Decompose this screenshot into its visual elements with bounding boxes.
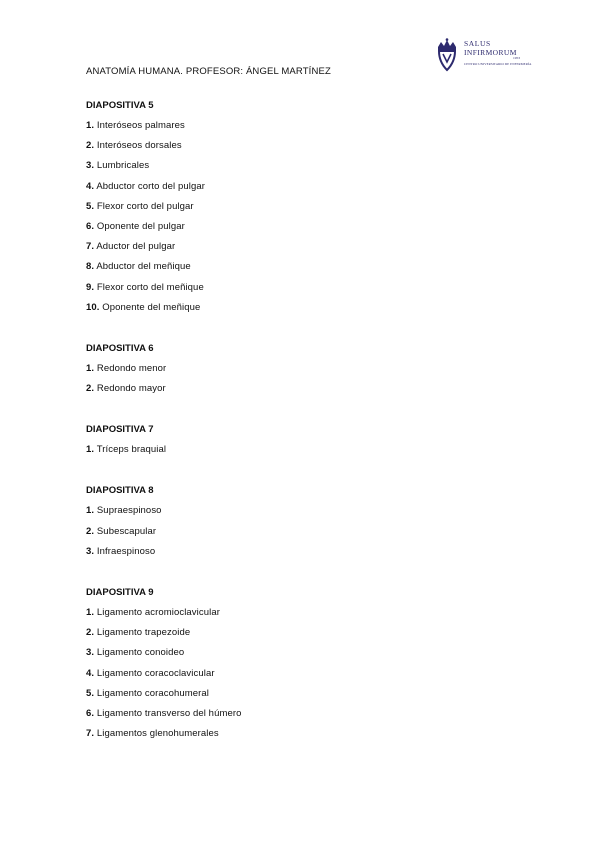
list-item [86,281,526,301]
list-item-text: Infraespinoso [96,545,156,557]
logo-wordmark [464,40,532,66]
list-item-number: 2. [86,525,95,537]
slide-section [86,342,526,402]
list-item [86,200,526,220]
list-item-number: 2. [86,140,95,152]
section-title: DIAPOSITIVA 5 [86,100,154,111]
crown-emblem-icon [434,38,460,72]
list-item [86,606,526,626]
list-item [86,443,526,463]
list-item [86,646,526,666]
list-item [86,382,526,402]
list-item-number: 3. [86,647,95,659]
list-item-number: 3. [86,160,95,172]
list-item-text: Supraespinoso [96,505,162,517]
section-title: DIAPOSITIVA 8 [86,485,154,497]
list-item-number: 2. [86,383,95,395]
list-item [86,180,526,200]
list-item-text: Ligamento coracohumeral [96,687,210,699]
list-item [86,301,526,321]
slide-section [86,484,526,565]
slide-section [86,423,526,463]
list-item-text: Ligamento acromioclavicular [96,607,220,618]
list-item-text: Interóseos dorsales [96,140,182,152]
slide-section [86,99,526,321]
list-item-number: 9. [86,281,95,293]
list-item [86,119,526,139]
list-item-text: Abductor corto del pulgar [96,180,205,192]
logo-name-line2: INFIRMORUM [464,47,517,57]
slide-section [86,586,526,747]
list-item [86,240,526,260]
list-item-text: Ligamentos glenohumerales [96,728,219,740]
section-title: DIAPOSITIVA 9 [86,587,154,598]
list-item-text: Ligamento conoideo [96,647,185,659]
list-item-text: Flexor corto del pulgar [96,200,194,212]
list-item-number: 1. [86,120,95,131]
list-item-text: Aductor del pulgar [96,241,176,253]
list-item-text: Ligamento coracoclavicular [96,667,215,679]
list-item-text: Redondo menor [96,362,167,374]
list-item [86,220,526,240]
list-item-number: 3. [86,545,95,557]
logo-name-line1: SALUS [464,39,491,48]
list-item-number: 5. [86,687,95,699]
list-item-text: Lumbricales [96,160,150,172]
list-item-text: Subescapular [96,525,157,537]
list-item [86,667,526,687]
list-item-text: Redondo mayor [96,383,166,395]
section-title: DIAPOSITIVA 6 [86,342,154,354]
list-item-number: 8. [86,261,95,273]
list-item-text: Ligamento transverso del húmero [96,707,242,719]
list-item-text: Abductor del meñique [96,261,191,273]
sections-container [86,99,526,768]
list-item-number: 1. [86,505,95,517]
list-item-number: 2. [86,627,95,639]
list-item-number: 5. [86,200,95,212]
list-item-number: 1. [86,362,95,374]
list-item-number: 7. [86,241,95,253]
list-item [86,362,526,382]
list-item [86,504,526,524]
list-item [86,525,526,545]
list-item-number: 4. [86,180,95,192]
document-header: ANATOMÍA HUMANA. PROFESOR: ÁNGEL MARTÍNEZ [86,66,331,77]
list-item [86,626,526,646]
logo-subtitle: CENTRO UNIVERSITARIO DE ENFERMERÍA [464,61,532,66]
list-item-text: Interóseos palmares [96,120,185,131]
list-item-number: 1. [86,607,95,618]
list-item-text: Ligamento trapezoide [96,627,191,639]
section-title: DIAPOSITIVA 7 [86,424,154,436]
list-item-number: 6. [86,707,95,719]
list-item-text: Oponente del meñique [102,301,201,313]
list-item-number: 10. [86,301,100,313]
list-item [86,545,526,565]
list-item [86,727,526,747]
list-item [86,260,526,280]
list-item-number: 4. [86,667,95,679]
list-item [86,159,526,179]
list-item [86,139,526,159]
list-item [86,707,526,727]
list-item-number: 6. [86,220,95,232]
list-item-text: Tríceps braquial [96,444,167,456]
list-item-text: Flexor corto del meñique [96,281,204,293]
list-item-number: 1. [86,444,95,456]
list-item-number: 7. [86,728,95,740]
list-item [86,687,526,707]
list-item-text: Oponente del pulgar [96,220,185,232]
logo-year: 1953 [513,56,520,60]
institution-logo [434,38,534,74]
